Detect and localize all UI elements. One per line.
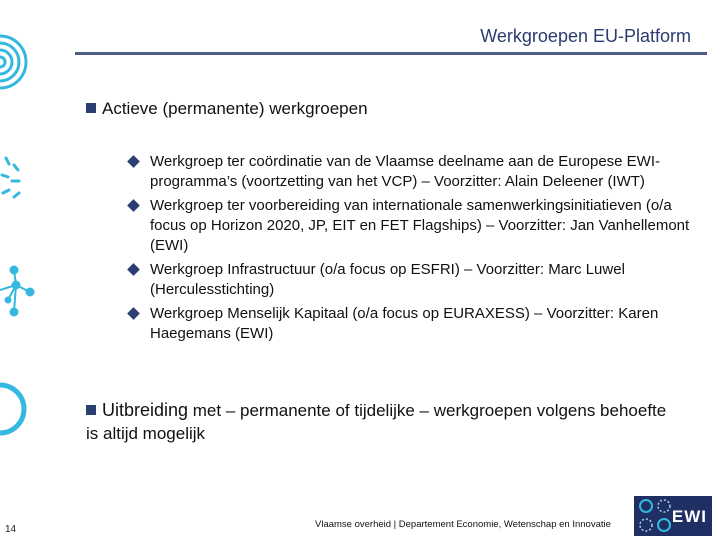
network-node-icon (0, 267, 34, 316)
title-divider (75, 52, 707, 55)
uitbreiding-text: met – permanente of tijdelijke – werkgroepen volgens behoefte is altijd mogelijk (86, 401, 667, 443)
diamond-bullet-icon (127, 307, 140, 320)
section-uitbreiding (86, 399, 676, 445)
list-item (126, 260, 696, 300)
list-item (126, 152, 696, 192)
list-item (126, 196, 696, 256)
list-item-text: Werkgroep Menselijk Kapitaal (o/a focus op EURAXESS) – Voorzitter: Karen Haegemans (EWI) (150, 305, 659, 342)
concentric-rings-icon (0, 36, 26, 88)
square-bullet-icon (86, 405, 96, 415)
dash-cluster-icon (2, 158, 19, 197)
list-item-text: Werkgroep ter voorbereiding van internationale samenwerkingsinitiatieven (o/a focus op Horizon 2020, JP, EIT en FET Flagships) – Voorzitter: Jan Vanhellemont (EWI) (150, 197, 690, 254)
diamond-bullet-icon (127, 155, 140, 168)
arc-icon (0, 385, 24, 433)
square-bullet-icon (86, 103, 96, 113)
section-heading: Actieve (permanente) werkgroepen (102, 99, 368, 118)
diamond-bullet-icon (127, 199, 140, 212)
list-item (126, 304, 696, 344)
werkgroepen-list (126, 152, 696, 348)
section-actieve-werkgroepen (86, 97, 368, 120)
footer-text: Vlaamse overheid | Departement Economie, Wetenschap en Innovatie (315, 519, 611, 530)
diamond-bullet-icon (127, 263, 140, 276)
page-number: 14 (5, 524, 17, 535)
page-title: Werkgroepen EU-Platform (480, 26, 691, 46)
list-item-text: Werkgroep ter coördinatie van de Vlaamse deelname aan de Europese EWI-programma’s (voortzetting van het VCP) – Voorzitter: Alain Deleener (IWT) (150, 153, 661, 190)
logo-text: EWI (671, 507, 707, 526)
decorative-edge-graphics (0, 0, 40, 440)
list-item-text: Werkgroep Infrastructuur (o/a focus op ESFRI) – Voorzitter: Marc Luwel (Herculesstichting) (150, 261, 625, 298)
uitbreiding-lead: Uitbreiding (102, 400, 189, 420)
ewi-logo (634, 496, 712, 536)
logo-emblem-icon (636, 496, 676, 536)
